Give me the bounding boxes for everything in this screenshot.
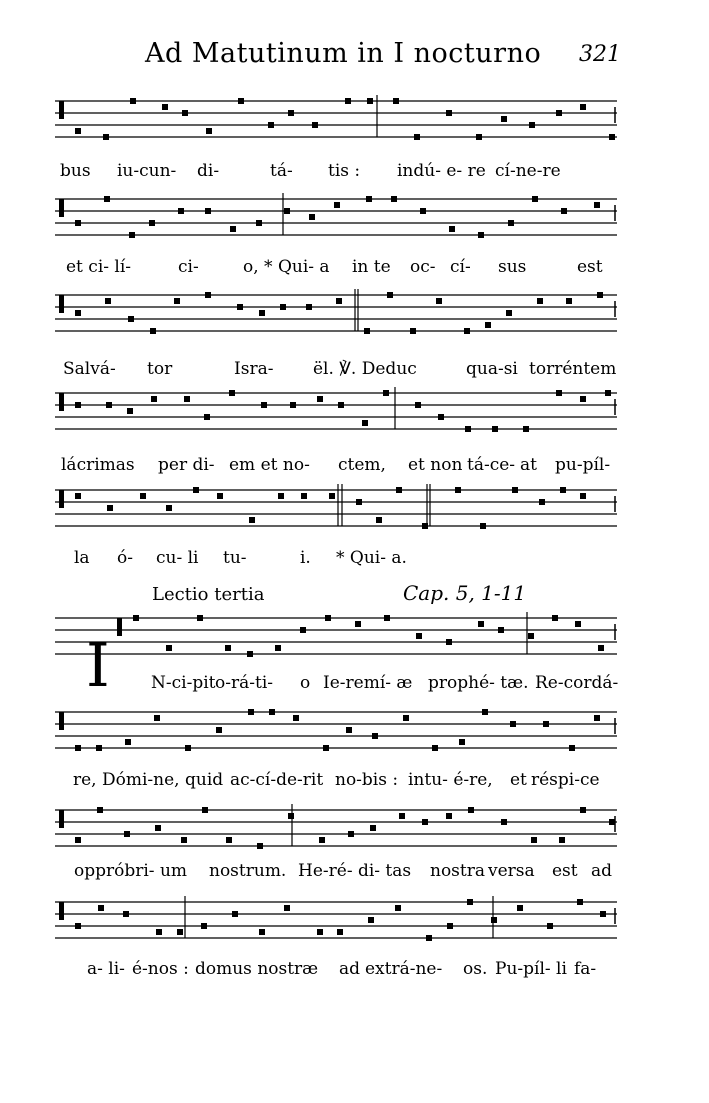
syllable: * Qui- a.: [336, 548, 407, 568]
syllable: versa: [488, 861, 535, 881]
clef-mark: [117, 618, 122, 636]
neume: [184, 396, 190, 402]
syllable: tu-: [223, 548, 247, 568]
chant-system: [55, 482, 617, 582]
neume: [178, 208, 184, 214]
neume: [75, 493, 81, 499]
neume: [491, 917, 497, 923]
syllable: pu-píl-: [555, 455, 611, 475]
syllable: é-nos :: [132, 959, 189, 979]
page-number: 321: [579, 42, 621, 67]
neume: [259, 929, 265, 935]
syllable: N-ci-pit: [151, 673, 216, 693]
neume: [249, 517, 255, 523]
neume: [238, 98, 244, 104]
syllable: cí-: [450, 257, 471, 277]
neume: [391, 196, 397, 202]
neume: [185, 745, 191, 751]
neume: [248, 709, 254, 715]
syllable: intu- é-re,: [408, 770, 493, 790]
syllable: tis :: [328, 161, 361, 181]
neume: [539, 499, 545, 505]
neume: [467, 899, 473, 905]
syllable: extrá-ne-: [365, 959, 443, 979]
neume: [609, 134, 615, 140]
lyrics-line: [55, 257, 617, 285]
neume: [395, 905, 401, 911]
neume: [552, 615, 558, 621]
neume: [75, 923, 81, 929]
syllable: oc-: [410, 257, 436, 277]
neume: [594, 715, 600, 721]
page-header: [0, 38, 709, 78]
neume: [580, 807, 586, 813]
neume: [387, 292, 393, 298]
neume: [532, 196, 538, 202]
music-staff: [55, 93, 617, 153]
syllable: di-: [197, 161, 220, 181]
neume: [149, 220, 155, 226]
syllable: no-bis :: [335, 770, 399, 790]
clef-mark: [59, 490, 64, 508]
neume: [559, 837, 565, 843]
neume: [366, 196, 372, 202]
neume: [346, 727, 352, 733]
neume: [103, 134, 109, 140]
neume: [75, 128, 81, 134]
neume: [356, 499, 362, 505]
syllable: per di-: [158, 455, 215, 475]
neume: [193, 487, 199, 493]
neume: [206, 128, 212, 134]
neume: [229, 390, 235, 396]
neume: [422, 819, 428, 825]
clef-mark: [59, 393, 64, 411]
neume: [280, 304, 286, 310]
neume: [269, 709, 275, 715]
neume: [97, 807, 103, 813]
neume: [284, 208, 290, 214]
syllable: nostra: [430, 861, 486, 881]
syllable: iu-cun-: [117, 161, 177, 181]
chant-system: [55, 894, 617, 994]
chant-system: [55, 610, 617, 710]
neume: [399, 813, 405, 819]
neume: [547, 923, 553, 929]
syllable: domus nostræ: [195, 959, 319, 979]
neume: [492, 426, 498, 432]
lyrics-line: [55, 359, 617, 387]
neume: [528, 633, 534, 639]
neume: [459, 739, 465, 745]
neume: [319, 837, 325, 843]
syllable: ad: [591, 861, 613, 881]
scripture-reference: Cap. 5, 1-11: [403, 581, 527, 605]
syllable: réspi-ce: [531, 770, 600, 790]
neume: [476, 134, 482, 140]
syllable: torréntem: [529, 359, 617, 379]
neume: [288, 813, 294, 819]
neume: [370, 825, 376, 831]
music-staff: [55, 704, 617, 764]
neume: [556, 110, 562, 116]
syllable: sus: [498, 257, 527, 277]
neume: [300, 627, 306, 633]
neume: [337, 929, 343, 935]
neume: [166, 505, 172, 511]
neume: [580, 396, 586, 402]
neume: [154, 715, 160, 721]
neume: [464, 328, 470, 334]
neume: [364, 328, 370, 334]
neume: [569, 745, 575, 751]
syllable: ó-: [117, 548, 133, 568]
neume: [383, 390, 389, 396]
neume: [506, 310, 512, 316]
neume: [372, 733, 378, 739]
neume: [597, 292, 603, 298]
neume: [125, 739, 131, 745]
neume: [329, 493, 335, 499]
neume: [201, 923, 207, 929]
neume: [449, 226, 455, 232]
syllable: fa-: [574, 959, 597, 979]
clef-mark: [59, 810, 64, 828]
music-staff: [55, 894, 617, 954]
neume: [225, 645, 231, 651]
neume: [177, 929, 183, 935]
music-staff: [55, 610, 617, 670]
syllable: la: [74, 548, 90, 568]
neume: [317, 396, 323, 402]
neume: [594, 202, 600, 208]
clef-mark: [59, 295, 64, 313]
neume: [393, 98, 399, 104]
neume: [259, 310, 265, 316]
neume: [301, 493, 307, 499]
neume: [517, 905, 523, 911]
syllable: nostrum.: [209, 861, 287, 881]
neume: [577, 899, 583, 905]
neume: [414, 134, 420, 140]
syllable: est: [552, 861, 578, 881]
neume: [275, 645, 281, 651]
syllable: tor: [147, 359, 173, 379]
neume: [226, 837, 232, 843]
lyrics-line: [55, 548, 617, 576]
neume: [140, 493, 146, 499]
neume: [537, 298, 543, 304]
neume: [478, 232, 484, 238]
neume: [162, 104, 168, 110]
neume: [106, 402, 112, 408]
neume: [415, 402, 421, 408]
syllable: indú- e- re: [397, 161, 486, 181]
neume: [478, 621, 484, 627]
chant-system: [55, 287, 617, 387]
lyrics-line: [55, 770, 617, 798]
clef-mark: [59, 902, 64, 920]
neume: [348, 831, 354, 837]
neume: [355, 621, 361, 627]
neume: [436, 298, 442, 304]
syllable: ctem,: [338, 455, 386, 475]
neume: [130, 98, 136, 104]
chant-system: [55, 191, 617, 291]
syllable: o: [300, 673, 311, 693]
syllable: est: [577, 257, 603, 277]
neume: [345, 98, 351, 104]
neume: [376, 517, 382, 523]
chant-system: [55, 93, 617, 193]
syllable: ac-cí-de-rit: [230, 770, 324, 790]
neume: [510, 721, 516, 727]
neume: [422, 523, 428, 529]
neume: [426, 935, 432, 941]
neume: [151, 396, 157, 402]
neume: [566, 298, 572, 304]
neume: [432, 745, 438, 751]
syllable: cu- li: [156, 548, 199, 568]
syllable: oppróbri- um: [74, 861, 188, 881]
neume: [128, 316, 134, 322]
neume: [293, 715, 299, 721]
neume: [446, 110, 452, 116]
clef-mark: [59, 712, 64, 730]
neume: [580, 104, 586, 110]
music-staff: [55, 385, 617, 445]
syllable: o-rá-ti-: [215, 673, 273, 693]
neume: [75, 310, 81, 316]
neume: [575, 621, 581, 627]
syllable: tá-: [270, 161, 293, 181]
neume: [98, 905, 104, 911]
neume: [605, 390, 611, 396]
syllable: ël. ℣. Deduc: [313, 359, 417, 379]
syllable: et: [510, 770, 527, 790]
neume: [150, 328, 156, 334]
neume: [155, 825, 161, 831]
neume: [334, 202, 340, 208]
neume: [268, 122, 274, 128]
syllable: Isra-: [234, 359, 274, 379]
syllable: ci-: [178, 257, 199, 277]
syllable: cí-ne-re: [495, 161, 561, 181]
neume: [284, 905, 290, 911]
neume: [560, 487, 566, 493]
neume: [278, 493, 284, 499]
neume: [384, 615, 390, 621]
neume: [204, 414, 210, 420]
music-staff: [55, 802, 617, 862]
neume: [446, 813, 452, 819]
syllable: Ie-remí- æ: [323, 673, 413, 693]
neume: [501, 819, 507, 825]
music-staff: [55, 482, 617, 542]
music-staff: [55, 191, 617, 251]
neume: [480, 523, 486, 529]
syllable: bus: [60, 161, 91, 181]
clef-mark: [59, 199, 64, 217]
neume: [336, 298, 342, 304]
syllable: Salvá-: [63, 359, 116, 379]
syllable: ad: [339, 959, 361, 979]
syllable: re, Dómi-ne,: [73, 770, 180, 790]
neume: [309, 214, 315, 220]
syllable: He-ré- di- tas: [298, 861, 412, 881]
syllable: o, * Qui- a: [243, 257, 330, 277]
neume: [446, 639, 452, 645]
neume: [455, 487, 461, 493]
neume: [247, 651, 253, 657]
syllable: Pu-píl- li: [495, 959, 567, 979]
neume: [529, 122, 535, 128]
neume: [261, 402, 267, 408]
syllable: lácrimas: [61, 455, 135, 475]
neume: [205, 208, 211, 214]
neume: [174, 298, 180, 304]
neume: [609, 819, 615, 825]
neume: [598, 645, 604, 651]
lyrics-line: [55, 959, 617, 987]
neume: [166, 645, 172, 651]
neume: [523, 426, 529, 432]
neume: [338, 402, 344, 408]
neume: [362, 420, 368, 426]
neume: [367, 98, 373, 104]
syllable: et ci- lí-: [66, 257, 132, 277]
neume: [416, 633, 422, 639]
clef-mark: [59, 101, 64, 119]
neume: [124, 831, 130, 837]
neume: [306, 304, 312, 310]
neume: [410, 328, 416, 334]
syllable: at: [520, 455, 537, 475]
neume: [75, 402, 81, 408]
neume: [75, 837, 81, 843]
neume: [230, 226, 236, 232]
neume: [312, 122, 318, 128]
neume: [543, 721, 549, 727]
neume: [133, 615, 139, 621]
neume: [182, 110, 188, 116]
neume: [325, 615, 331, 621]
lectio-title: Lectio tertia: [152, 584, 265, 605]
neume: [217, 493, 223, 499]
neume: [438, 414, 444, 420]
syllable: os.: [463, 959, 488, 979]
neume: [512, 487, 518, 493]
neume: [202, 807, 208, 813]
neume: [420, 208, 426, 214]
chant-system: [55, 704, 617, 804]
syllable: em et no-: [229, 455, 310, 475]
neume: [256, 220, 262, 226]
neume: [501, 116, 507, 122]
lyrics-line: [55, 161, 617, 189]
syllable: tá-ce-: [467, 455, 516, 475]
neume: [96, 745, 102, 751]
neume: [396, 487, 402, 493]
neume: [105, 298, 111, 304]
neume: [531, 837, 537, 843]
syllable: quid: [185, 770, 224, 790]
neume: [75, 220, 81, 226]
neume: [468, 807, 474, 813]
running-title: Ad Matutinum in I nocturno: [145, 38, 542, 69]
neume: [237, 304, 243, 310]
neume: [104, 196, 110, 202]
initial-letter: I: [86, 631, 110, 701]
neume: [197, 615, 203, 621]
neume: [323, 745, 329, 751]
neume: [580, 493, 586, 499]
neume: [465, 426, 471, 432]
neume: [600, 911, 606, 917]
syllable: prophé- tæ.: [428, 673, 529, 693]
neume: [232, 911, 238, 917]
syllable: qua-si: [466, 359, 518, 379]
music-staff: [55, 287, 617, 347]
neume: [561, 208, 567, 214]
neume: [403, 715, 409, 721]
neume: [447, 923, 453, 929]
chant-system: [55, 802, 617, 902]
lyrics-line: [55, 861, 617, 889]
syllable: et non: [408, 455, 463, 475]
syllable: i.: [300, 548, 311, 568]
neume: [556, 390, 562, 396]
neume: [290, 402, 296, 408]
neume: [368, 917, 374, 923]
neume: [317, 929, 323, 935]
chant-system: [55, 385, 617, 485]
neume: [129, 232, 135, 238]
neume: [485, 322, 491, 328]
neume: [498, 627, 504, 633]
neume: [482, 709, 488, 715]
neume: [156, 929, 162, 935]
lyrics-line: [55, 673, 617, 701]
neume: [123, 911, 129, 917]
neume: [181, 837, 187, 843]
syllable: Re-cordá-: [535, 673, 619, 693]
neume: [205, 292, 211, 298]
syllable: a- li-: [87, 959, 125, 979]
neume: [288, 110, 294, 116]
neume: [508, 220, 514, 226]
lyrics-line: [55, 455, 617, 483]
neume: [257, 843, 263, 849]
neume: [75, 745, 81, 751]
syllable: in te: [352, 257, 391, 277]
neume: [127, 408, 133, 414]
neume: [216, 727, 222, 733]
neume: [107, 505, 113, 511]
